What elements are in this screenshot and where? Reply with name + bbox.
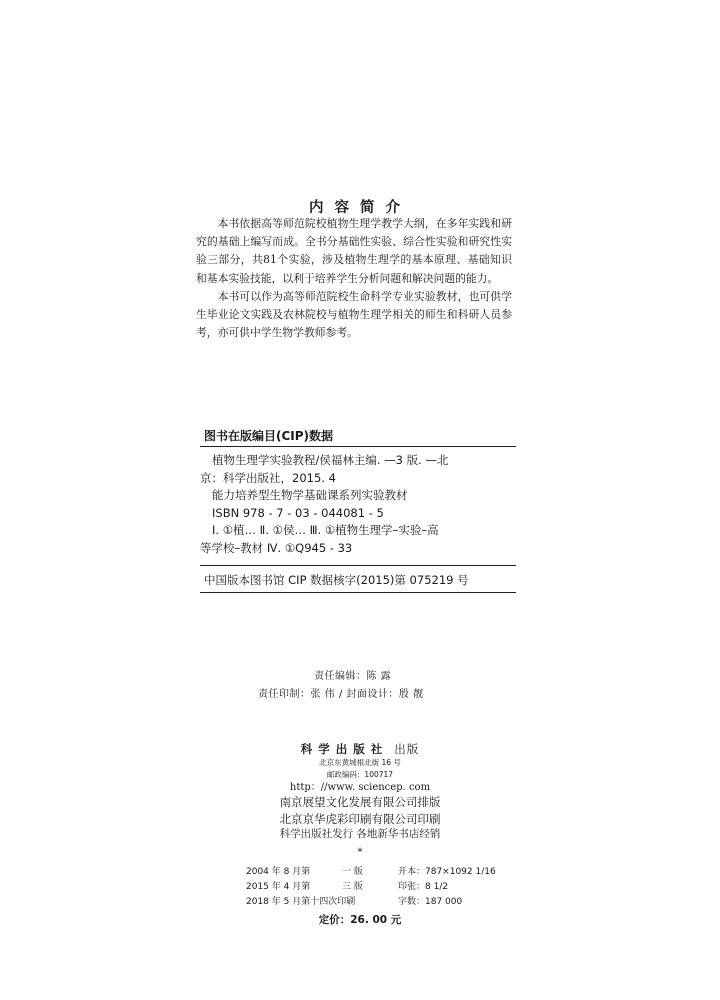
cip-description — [200, 452, 512, 522]
edition-date: 2015 年 4 月第 — [246, 882, 311, 892]
cip-class-line-2: 等学校–教材 Ⅳ. ①Q945 - 33 — [200, 540, 353, 555]
responsible-editor: 责任编辑：陈 露 — [314, 671, 392, 682]
cip-classification — [200, 522, 512, 557]
cip-series: 能力培养型生物学基础课系列实验教材 — [212, 488, 408, 503]
cip-middle-rule — [200, 565, 516, 566]
edition-format: 开本：787×1092 1/16 — [398, 867, 496, 877]
printer: 北京京华虎彩印刷有限公司印刷 — [279, 812, 441, 826]
distribution: 科学出版社发行 各地新华书店经销 — [279, 828, 441, 840]
publisher-address: 北京东黄城根北街 16 号 — [319, 758, 401, 767]
cip-isbn: ISBN 978 - 7 - 03 - 044081 - 5 — [212, 505, 384, 520]
cip-bottom-rule — [200, 592, 516, 593]
edition-sheets: 印张：8 1/2 — [398, 882, 449, 892]
publisher-postcode: 邮政编码：100717 — [326, 770, 394, 779]
cip-desc-line-1: 植物生理学实验教程/侯福林主编. —3 版. —北 — [212, 453, 449, 467]
publisher-line — [0, 738, 720, 757]
cip-catalog-number: 中国版本图书馆 CIP 数据核字(2015)第 075219 号 — [204, 573, 469, 587]
publisher-url: http：//www. sciencep. com — [289, 782, 431, 793]
edition-date: 2018 年 5 月第十四次印刷 — [246, 897, 356, 907]
edition-number: 三 版 — [342, 882, 363, 892]
summary-title: 内容简介 — [309, 199, 411, 216]
cip-class-line-1: Ⅰ. ①植… Ⅱ. ①侯… Ⅲ. ①植物生理学–实验–高 — [212, 523, 439, 537]
cip-title: 图书在版编目(CIP)数据 — [204, 429, 334, 443]
summary-paragraph-1: 本书依据高等师范院校植物生理学教学大纲，在多年实践和研究的基础上编写而成。全书分基础性实验、综合性实验和研究性实验三部分，共81个实验，涉及植物生理学的基本原理、基础知识和基本实验技能，以利于培养学生分析问题和解决问题的能力。 — [196, 217, 512, 285]
publisher-logo: 科学出版社 — [300, 742, 389, 756]
publisher-suffix: 出版 — [394, 742, 420, 756]
price: 定价：26. 00 元 — [318, 914, 402, 926]
typesetter: 南京展望文化发展有限公司排版 — [279, 795, 441, 809]
edition-row-2 — [246, 879, 448, 892]
summary-paragraph-2: 本书可以作为高等师范院校生命科学专业实验教材，也可供学生毕业论文实践及农林院校与植物生理学相关的师生和科研人员参考，亦可供中学生物学教师参考。 — [196, 289, 512, 340]
print-and-cover-credits: 责任印制：张 伟 / 封面设计：殷 靓 — [258, 689, 424, 700]
edition-wordcount: 字数：187 000 — [398, 897, 463, 907]
separator-star: * — [357, 847, 363, 858]
edition-date: 2004 年 8 月第 — [246, 867, 311, 877]
cip-desc-line-2: 京：科学出版社，2015. 4 — [200, 470, 336, 485]
edition-number: 一 版 — [342, 867, 363, 877]
edition-row-3 — [246, 894, 462, 907]
edition-row-1 — [246, 864, 496, 877]
cip-top-rule — [200, 446, 516, 447]
summary-body — [196, 215, 512, 342]
